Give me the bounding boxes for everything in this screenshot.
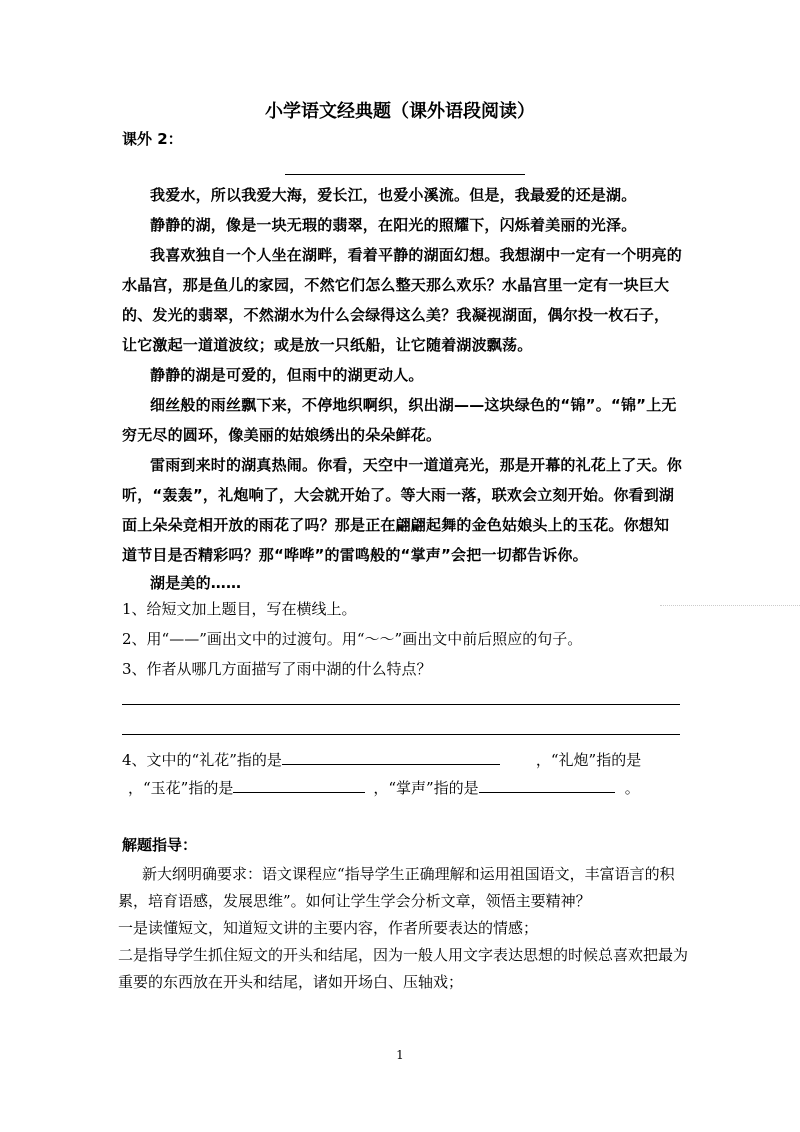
question-4-line-2: [128, 776, 698, 799]
page-number: 1: [396, 1048, 404, 1062]
question-4-label-c: ，“玉花”指的是: [128, 779, 234, 797]
answer-blank-zhangsheng: [479, 776, 615, 793]
answer-blank-lihua: [282, 748, 500, 765]
guidance-paragraph-1: 新大纲明确要求：语文课程应“指导学生正确理解和运用祖国语文，丰富语言的积累，培育语感，发展思维”。如何让学生学会分析文章，领悟主要精神？: [118, 865, 675, 910]
guidance-paragraph-3: 二是指导学生抓住短文的开头和结尾，因为一般人用文字表达思想的时候总喜欢把最为重要的东西放在开头和结尾，诸如开场白、压轴戏；: [118, 946, 689, 991]
passage-paragraph-3: 我喜欢独自一个人坐在湖畔，看着平静的湖面幻想。我想湖中一定有一个明亮的水晶宫，那是鱼儿的家园，不然它们怎么整天那么欢乐？水晶宫里一定有一块巨大的、发光的翡翠，不然湖水为什么会绿得这么美？我凝视湖面，偶尔投一枚石子，让它激起一道道波纹；或是放一只纸船，让它随着湖波飘荡。: [122, 246, 683, 354]
passage-paragraph-2: 静静的湖，像是一块无瑕的翡翠，在阳光的照耀下，闪烁着美丽的光泽。: [150, 216, 637, 234]
question-3: 3、作者从哪几方面描写了雨中湖的什么特点？: [122, 660, 432, 678]
question-4-end: 。: [624, 779, 640, 797]
passage-paragraph-4: 静静的湖是可爱的，但雨中的湖更动人。: [150, 366, 424, 384]
question-4-label-b: ，“礼炮”指的是: [535, 751, 642, 769]
question-4-label-a: 4、文中的“礼花”指的是: [122, 751, 282, 769]
answer-line-1: [122, 704, 680, 705]
passage-paragraph-5: 细丝般的雨丝飘下来，不停地织啊织，织出湖——这块绿色的“锦”。“锦”上无穷无尽的圆环，像美丽的姑娘绣出的朵朵鲜花。: [122, 396, 677, 444]
answer-blank-yuhua: [233, 776, 365, 793]
passage-paragraph-7: 湖是美的……: [150, 574, 242, 592]
question-2: 2、用“——”画出文中的过渡句。用“～～”画出文中前后照应的句子。: [122, 630, 583, 648]
page-title: 小学语文经典题（课外语段阅读）: [265, 101, 535, 122]
passage-paragraph-6: 雷雨到来时的湖真热闹。你看，天空中一道道亮光，那是开幕的礼花上了天。你听，“轰轰”，礼炮响了，大会就开始了。等大雨一落，联欢会立刻开始。你看到湖面上朵朵竞相开放的雨花了吗？那是正在翩翩起舞的金色姑娘头上的玉花。你想知道节目是否精彩吗？那“哗哗”的雷鸣般的“掌声”会把一切都告诉你。: [122, 456, 683, 564]
title-blank-line: [285, 174, 525, 175]
passage-paragraph-1: 我爱水，所以我爱大海，爱长江，也爱小溪流。但是，我最爱的还是湖。: [150, 186, 637, 204]
guidance-heading: 解题指导：: [122, 836, 198, 854]
question-4-line-1: [122, 748, 692, 771]
answer-line-2: [122, 734, 680, 735]
question-1: 1、给短文加上题目，写在横线上。: [122, 600, 357, 618]
section-label: 课外 2：: [122, 130, 183, 148]
guidance-paragraph-2: 一是读懂短文，知道短文讲的主要内容，作者所要表达的情感；: [118, 919, 539, 937]
question-4-label-d: ，“掌声”指的是: [373, 779, 479, 797]
